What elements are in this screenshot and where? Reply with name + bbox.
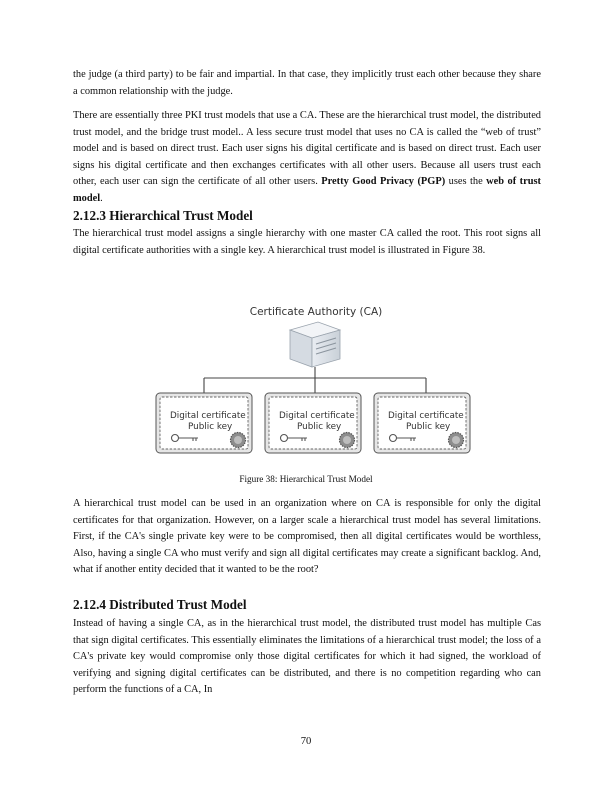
bold-term-pgp: Pretty Good Privacy (PGP) [321,176,446,188]
paragraph-hierarchical-text: The hierarchical trust model assigns a single hierarchy with one master CA called the root. This root signs all digital certificate authorities with a single key. A hierarchical trust model is illustrated in Figure 38. [73,228,541,256]
heading-distributed-trust-model: 2.12.4 Distributed Trust Model [73,597,247,612]
figure-caption: Figure 38: Hierarchical Trust Model [239,474,373,484]
paragraph-text: uses the [445,176,487,188]
paragraph-text: There are essentially three PKI trust models that use a CA. These are the hierarchical trust model, the distributed trust model, and the bridge trust model.. A less secure trust model that uses no CA is called the “web of trust” model and is based on direct trust. Each user signs his digital certificate and is based on direct trust. Each user signs his digital certificate and then exchanges certificates with all other users. Because all users trust each other, each user can sign the certificate of all other users. [73,110,541,188]
seal-icon [449,433,464,448]
paragraph-judge: the judge (a third party) to be fair and impartial. In that case, they implicitly trust each other because they share a common relationship with the judge. [73,69,541,97]
paragraph-limitations [73,496,541,579]
root-ca-label: Certificate Authority (CA) [249,306,383,318]
certificate-subtitle: Public key [297,422,342,432]
paragraph-distributed-text: Instead of having a single CA, as in the hierarchical trust model, the distributed trust model has multiple Cas that sign digital certificates. This essentially eliminates the limitations of a hierarchical trust model; the loss of a CA's private key would compromise only those digital certificates for which it had signed, the workload of verifying and signing digital certificates can be distributed, and there is no competition regarding who can perform the functions of a CA, In [73,618,541,696]
certificate-subtitle: Public key [406,422,451,432]
seal-icon [231,433,246,448]
heading-hierarchical-trust-model: 2.12.3 Hierarchical Trust Model [73,208,253,223]
paragraph-text: . [100,192,103,204]
digital-certificate-1 [156,393,252,453]
paragraph-distributed [73,616,541,699]
hierarchy-connectors [204,367,426,393]
certificate-title: Digital certificate [170,411,246,421]
page-number: 70 [300,736,312,747]
digital-certificate-3 [374,393,470,453]
digital-certificate-2 [265,393,361,453]
certificate-subtitle: Public key [188,422,233,432]
seal-icon [340,433,355,448]
certificate-title: Digital certificate [388,411,464,421]
bold-term-web-of-trust: web of trust model [73,176,541,204]
certificate-title: Digital certificate [279,411,355,421]
paragraph-limitations-text: A hierarchical trust model can be used in an organization where on CA is responsible for only the digital certificates for that organization. However, on a larger scale a hierarchical trust model has several limitations. First, if the CA's single private key were to be compromised, then all digital certificates would be worthless, Also, having a single CA who must verify and sign all digital certificates may create a significant backlog. And, what if another entity decided that it wanted to be the root? [73,498,541,576]
server-icon [290,322,340,367]
